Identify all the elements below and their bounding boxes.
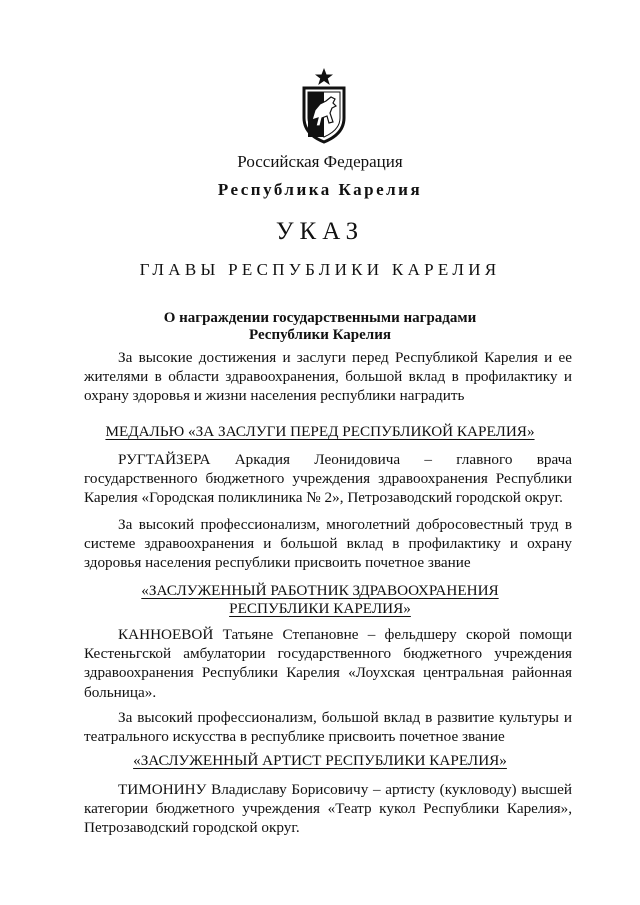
paragraph-5 bbox=[84, 708, 572, 746]
republic-name: Республика Карелия bbox=[217, 180, 423, 199]
paragraph-4-text: КАННОЕВОЙ Татьяне Степановне – фельдшеру скорой помощи Кестеньгской амбулатории государственного бюджетного учреждения здравоохранения Республики Карелия «Лоухская центральная районная больница». bbox=[84, 626, 572, 701]
issuer-title: ГЛАВЫ РЕСПУБЛИКИ КАРЕЛИЯ bbox=[139, 260, 501, 279]
paragraph-1-text: За высокие достижения и заслуги перед Республикой Карелия и ее жителями в области здравоохранения, большой вклад в профилактику и охрану здоровья и жизни населения республики наградить bbox=[84, 349, 572, 405]
award-title-3-text: «ЗАСЛУЖЕННЫЙ АРТИСТ РЕСПУБЛИКИ КАРЕЛИЯ» bbox=[133, 752, 507, 769]
award-title-1-text: МЕДАЛЬЮ «ЗА ЗАСЛУГИ ПЕРЕД РЕСПУБЛИКОЙ КАРЕЛИЯ» bbox=[105, 423, 535, 440]
award-title-1 bbox=[0, 423, 640, 441]
subject-line-2: Республики Карелия bbox=[249, 327, 391, 343]
paragraph-2-text: РУГТАЙЗЕРА Аркадия Леонидовича – главного врача государственного бюджетного учреждения здравоохранения Республики Карелия «Городская поликлиника № 2», Петрозаводский городской округ. bbox=[84, 451, 572, 507]
document-type: УКАЗ bbox=[275, 218, 365, 245]
award-title-2-line-1: «ЗАСЛУЖЕННЫЙ РАБОТНИК ЗДРАВООХРАНЕНИЯ bbox=[141, 582, 499, 599]
paragraph-5-text: За высокий профессионализм, большой вклад в развитие культуры и театрального искусства в республике присвоить почетное звание bbox=[84, 709, 572, 746]
paragraph-1 bbox=[84, 348, 572, 406]
paragraph-6-text: ТИМОНИНУ Владиславу Борисовичу – артисту (кукловоду) высшей категории бюджетного учреждения «Театр кукол Республики Карелия», Петрозаводский городской округ. bbox=[84, 781, 572, 837]
paragraph-2 bbox=[84, 450, 572, 508]
paragraph-4 bbox=[84, 625, 572, 702]
country-name: Российская Федерация bbox=[237, 152, 403, 171]
paragraph-3 bbox=[84, 515, 572, 573]
award-title-2 bbox=[0, 582, 640, 618]
star-icon bbox=[315, 68, 333, 85]
award-title-3 bbox=[0, 752, 640, 770]
decree-subject bbox=[0, 310, 640, 344]
award-title-2-line-2: РЕСПУБЛИКИ КАРЕЛИЯ» bbox=[229, 600, 411, 617]
subject-line-1: О награждении государственными наградами bbox=[163, 310, 477, 326]
paragraph-3-text: За высокий профессионализм, многолетний добросовестный труд в системе здравоохранения и большой вклад в профилактику и охрану здоровья населения республики присвоить почетное звание bbox=[84, 516, 572, 572]
paragraph-6 bbox=[84, 780, 572, 838]
karelia-coat-of-arms-icon bbox=[298, 66, 350, 144]
